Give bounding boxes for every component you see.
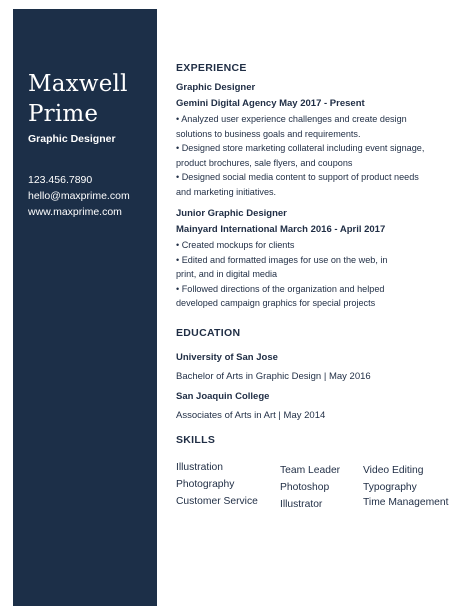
list-item: solutions to business goals and requirements. (176, 128, 361, 139)
contact-info (28, 172, 130, 220)
job-2-bullets (176, 238, 446, 311)
name-last: Prime (28, 101, 99, 127)
list-item: • Analyzed user experience challenges and create design (176, 114, 407, 124)
name-first: Maxwell (28, 71, 128, 97)
education-heading: EDUCATION (176, 327, 241, 339)
skill-item: Video Editing (363, 465, 424, 476)
website-link: www.maxprime.com (28, 206, 122, 218)
job-2-title: Junior Graphic Designer (176, 208, 287, 219)
skill-item: Team Leader (280, 465, 341, 476)
job-2-company-dates: Mainyard International March 2016 - April 2017 (176, 224, 386, 235)
list-item: • Created mockups for clients (176, 240, 295, 250)
school-1-degree: Bachelor of Arts in Graphic Design | May 2016 (176, 371, 371, 382)
job-1-bullets (176, 112, 446, 200)
list-item: developed campaign graphics for special projects (176, 298, 376, 309)
list-item: • Followed directions of the organization and helped (176, 283, 385, 294)
skills-heading: SKILLS (176, 434, 216, 446)
experience-heading: EXPERIENCE (176, 62, 247, 74)
school-2-degree: Associates of Arts in Art | May 2014 (176, 410, 326, 421)
job-1-company-dates: Gemini Digital Agency May 2017 - Present (176, 98, 365, 109)
skill-item: Time Management (363, 497, 449, 508)
skill-item: Typography (363, 482, 417, 493)
list-item: product brochures, sale flyers, and coupons (176, 157, 353, 168)
school-2-name: San Joaquin College (176, 391, 270, 402)
list-item: print, and in digital media (176, 269, 278, 280)
job-1-title: Graphic Designer (176, 82, 256, 93)
list-item: • Designed store marketing collateral including event signage, (176, 143, 425, 154)
candidate-name (28, 69, 153, 129)
skill-item: Illustration (176, 462, 223, 473)
skill-item: Customer Service (176, 496, 258, 507)
sidebar (13, 9, 157, 606)
list-item: and marketing initiatives. (176, 186, 277, 197)
list-item: • Edited and formatted images for use on the web, in (176, 254, 388, 265)
skill-item: Photography (176, 479, 235, 490)
phone-number: 123.456.7890 (28, 174, 93, 186)
list-item: • Designed social media content to support of product needs (176, 172, 419, 183)
skill-item: Illustrator (280, 499, 323, 510)
job-title-headline: Graphic Designer (28, 133, 116, 145)
school-1-name: University of San Jose (176, 352, 278, 363)
email-address: hello@maxprime.com (28, 190, 130, 202)
skill-item: Photoshop (280, 482, 330, 493)
